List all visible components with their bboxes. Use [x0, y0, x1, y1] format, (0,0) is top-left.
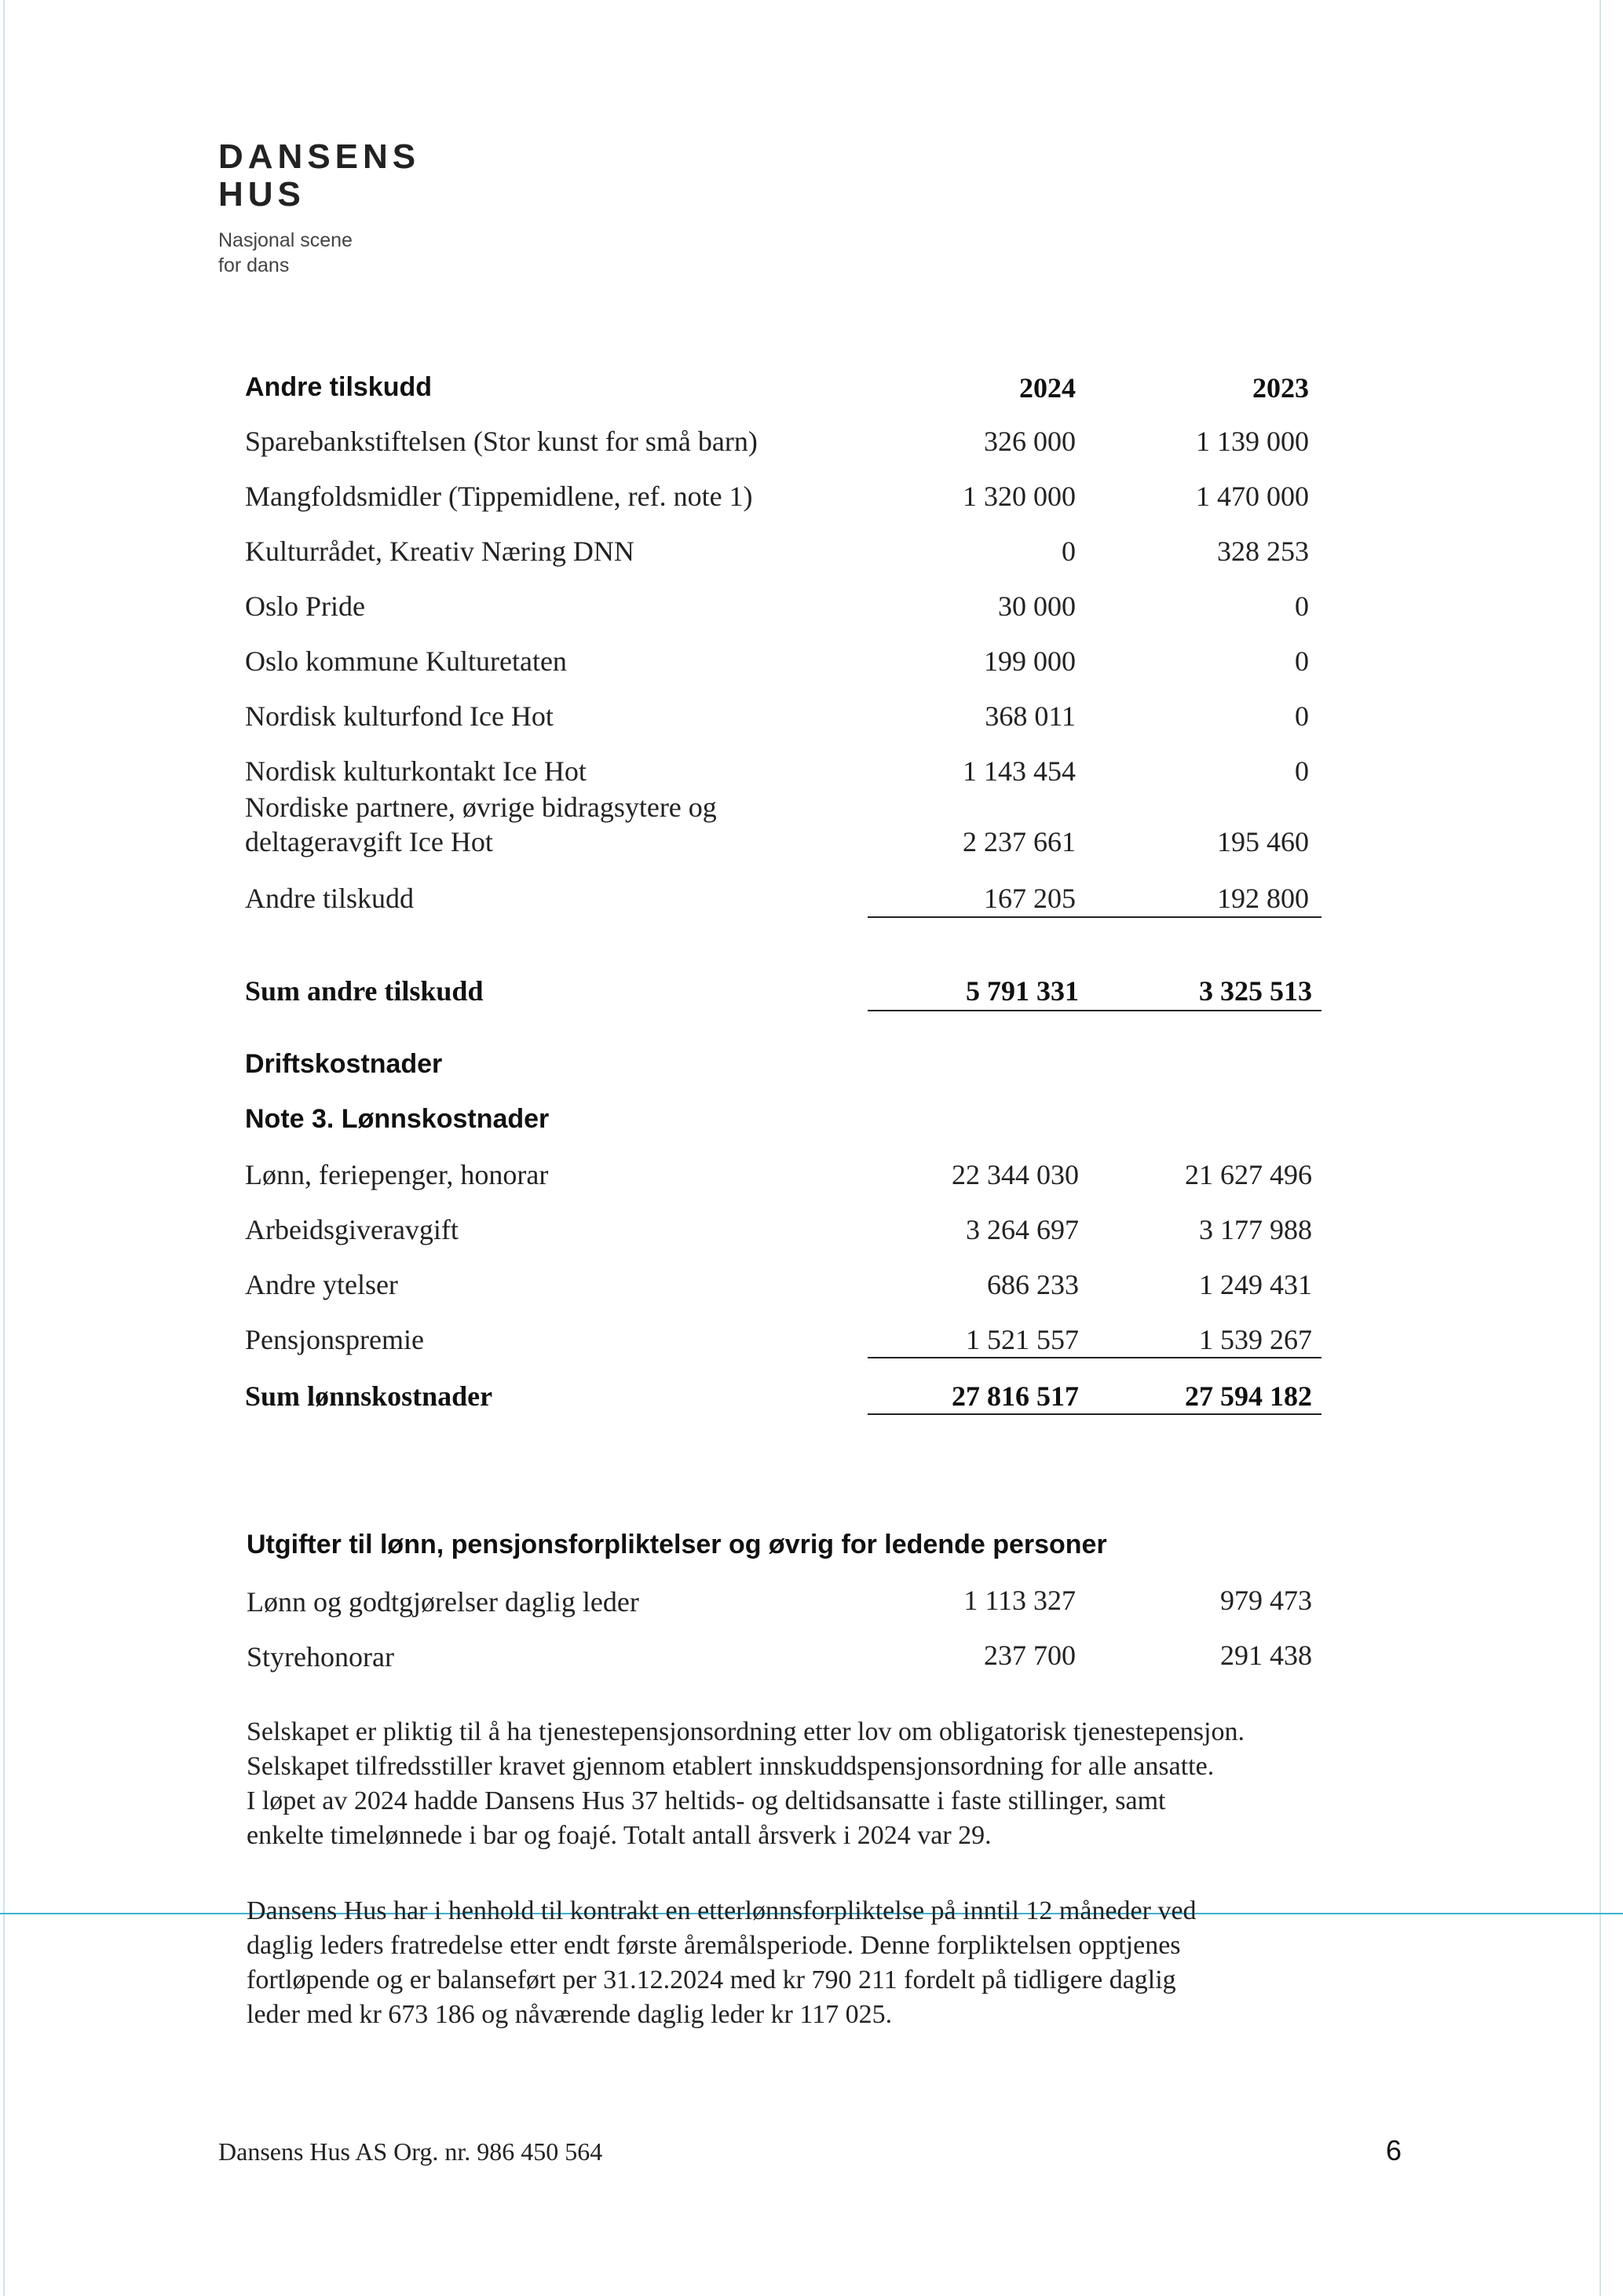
row-label: Andre ytelser	[245, 1269, 398, 1300]
sum-value-2023: 3 325 513	[1199, 975, 1312, 1007]
row-value-2024: 368 011	[985, 700, 1076, 732]
sum-rule	[868, 1010, 1321, 1011]
paragraph-line: fortløpende og er balanseført per 31.12.2024 med kr 790 211 fordelt på tidligere daglig	[247, 1965, 1176, 1994]
row-value-2023: 1 249 431	[1199, 1269, 1312, 1300]
row-label-continued: deltageravgift Ice Hot	[245, 826, 493, 857]
row-value-2023: 1 470 000	[1196, 481, 1309, 512]
row-value-2023: 21 627 496	[1185, 1159, 1312, 1190]
severance-paragraph	[247, 1894, 1409, 2032]
row-value-2024: 22 344 030	[952, 1159, 1079, 1190]
pension-paragraph	[247, 1715, 1409, 1853]
row-value-2024: 1 143 454	[963, 755, 1076, 787]
row-label: Oslo Pride	[245, 590, 365, 622]
row-value-2024: 3 264 697	[966, 1214, 1079, 1245]
row-label: Pensjonspremie	[245, 1324, 424, 1355]
logo-tagline-1: Nasjonal scene	[218, 229, 353, 251]
row-value-2024: 2 237 661	[963, 826, 1076, 857]
sum-value-2023: 27 594 182	[1185, 1380, 1312, 1412]
row-value-2024: 326 000	[984, 426, 1076, 457]
section-heading-ledende-personer: Utgifter til lønn, pensjonsforpliktelser og øvrig for ledende personer	[247, 1530, 1107, 1559]
row-label: Arbeidsgiveravgift	[245, 1214, 459, 1245]
section-heading-driftskostnader: Driftskostnader	[245, 1049, 443, 1079]
row-value-2023: 0	[1295, 645, 1309, 677]
row-value-2024: 30 000	[998, 590, 1076, 622]
row-value-2023: 0	[1295, 590, 1309, 622]
paragraph-line: leder med kr 673 186 og nåværende daglig leder kr 117 025.	[247, 2000, 893, 2029]
page-number: 6	[1386, 2134, 1402, 2166]
column-header-2024: 2024	[1019, 372, 1076, 404]
logo-line-2: HUS	[218, 175, 305, 214]
scan-edge-left	[3, 0, 5, 2296]
row-value-2023: 0	[1295, 700, 1309, 732]
column-header-2023: 2023	[1252, 372, 1309, 404]
row-value-2024: 686 233	[987, 1269, 1079, 1300]
logo-line-1: DANSENS	[218, 137, 421, 176]
row-value-2023: 979 473	[1220, 1585, 1312, 1616]
paragraph-line: Selskapet tilfredsstiller kravet gjennom etablert innskuddspensjonsordning for alle ansatte.	[247, 1752, 1215, 1781]
row-label: Nordisk kulturkontakt Ice Hot	[245, 755, 587, 787]
logo-tagline-2: for dans	[218, 254, 290, 276]
row-label: Oslo kommune Kulturetaten	[245, 645, 567, 677]
row-value-2023: 291 438	[1220, 1640, 1312, 1671]
subtotal-rule	[868, 1357, 1321, 1358]
row-value-2024: 0	[1062, 536, 1076, 567]
row-label: Lønn, feriepenger, honorar	[245, 1159, 549, 1190]
sum-rule	[868, 1413, 1321, 1415]
row-label: Nordisk kulturfond Ice Hot	[245, 700, 554, 732]
sum-label: Sum andre tilskudd	[245, 975, 484, 1007]
note-heading-lonnskostnader: Note 3. Lønnskostnader	[245, 1104, 550, 1134]
row-value-2024: 199 000	[984, 645, 1076, 677]
sum-value-2024: 5 791 331	[966, 975, 1079, 1007]
sum-label: Sum lønnskostnader	[245, 1380, 493, 1412]
paragraph-line: Selskapet er pliktig til å ha tjenestepensjonsordning etter lov om obligatorisk tjenestepensjon.	[247, 1717, 1245, 1746]
row-label: Kulturrådet, Kreativ Næring DNN	[245, 536, 634, 567]
paragraph-line: Dansens Hus har i henhold til kontrakt en etterlønnsforpliktelse på inntil 12 måneder ved	[247, 1896, 1197, 1925]
row-label: Styrehonorar	[247, 1641, 394, 1673]
row-value-2024: 237 700	[984, 1640, 1076, 1671]
row-value-2023: 192 800	[1217, 883, 1309, 914]
row-value-2023: 328 253	[1217, 536, 1309, 567]
dansens-hus-logo	[218, 138, 420, 278]
paragraph-line: enkelte timelønnede i bar og foajé. Totalt antall årsverk i 2024 var 29.	[247, 1821, 992, 1850]
row-value-2023: 3 177 988	[1199, 1214, 1312, 1245]
section-heading-andre-tilskudd: Andre tilskudd	[245, 372, 433, 402]
row-value-2024: 1 521 557	[966, 1324, 1079, 1355]
sum-value-2024: 27 816 517	[952, 1380, 1079, 1412]
row-label: Lønn og godtgjørelser daglig leder	[247, 1586, 639, 1618]
row-label: Andre tilskudd	[245, 883, 414, 914]
row-value-2023: 0	[1295, 755, 1309, 787]
subtotal-rule	[868, 916, 1321, 918]
row-value-2023: 1 139 000	[1196, 426, 1309, 457]
row-label: Nordiske partnere, øvrige bidragsytere og	[245, 792, 717, 823]
footer-company: Dansens Hus AS Org. nr. 986 450 564	[218, 2137, 603, 2166]
paragraph-line: I løpet av 2024 hadde Dansens Hus 37 heltids- og deltidsansatte i faste stillinger, samt	[247, 1786, 1166, 1815]
paragraph-line: daglig leders fratredelse etter endt første åremålsperiode. Denne forpliktelsen opptjenes	[247, 1931, 1181, 1960]
row-value-2024: 1 320 000	[963, 481, 1076, 512]
row-label: Mangfoldsmidler (Tippemidlene, ref. note 1)	[245, 481, 753, 512]
row-label: Sparebankstiftelsen (Stor kunst for små barn)	[245, 426, 758, 457]
row-value-2023: 195 460	[1217, 826, 1309, 857]
row-value-2023: 1 539 267	[1199, 1324, 1312, 1355]
row-value-2024: 1 113 327	[963, 1585, 1076, 1616]
scan-edge-right	[1599, 0, 1601, 2296]
row-value-2024: 167 205	[984, 883, 1076, 914]
